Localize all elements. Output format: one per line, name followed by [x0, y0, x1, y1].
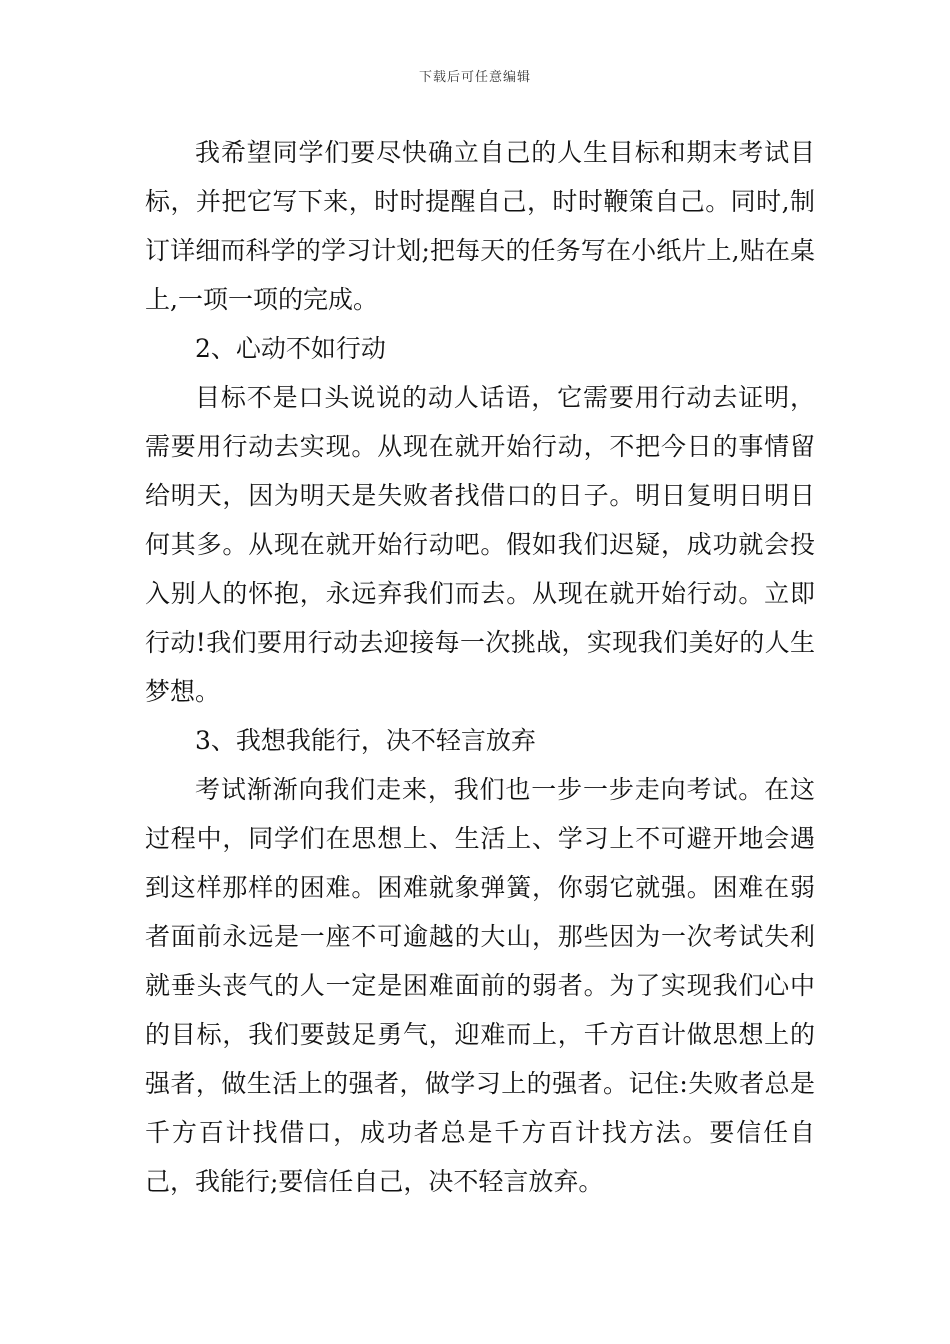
paragraph-confidence: 考试渐渐向我们走来，我们也一步一步走向考试。在这过程中，同学们在思想上、生活上、学习上不可避开地会遇到这样那样的困难。困难就象弹簧，你弱它就强。困难在弱者面前永远是一座不可逾越的大山，那些因为一次考试失利就垂头丧气的人一定是困难面前的弱者。为了实现我们心中的目标，我们要鼓足勇气，迎难而上，千方百计做思想上的强者，做生活上的强者，做学习上的强者。记住:失败者总是千方百计找借口，成功者总是千方百计找方法。要信任自己，我能行;要信任自己，决不轻言放弃。: [145, 775, 815, 1196]
header-note: 下载后可任意编辑: [418, 70, 531, 85]
document-body: [145, 128, 815, 1206]
paragraph-goals: 我希望同学们要尽快确立自己的人生目标和期末考试目标，并把它写下来，时时提醒自己，时时鞭策自己。同时,制订详细而科学的学习计划;把每天的任务写在小纸片上,贴在桌上,一项一项的完成。: [145, 138, 815, 314]
section-heading-2: 2、心动不如行动: [195, 334, 386, 363]
section-heading-3: 3、我想我能行，决不轻言放弃: [195, 726, 536, 755]
paragraph-action: 目标不是口头说说的动人话语，它需要用行动去证明，需要用行动去实现。从现在就开始行动，不把今日的事情留给明天，因为明天是失败者找借口的日子。明日复明日明日何其多。从现在就开始行动吧。假如我们迟疑，成功就会投入别人的怀抱，永远弃我们而去。从现在就开始行动。立即行动!我们要用行动去迎接每一次挑战，实现我们美好的人生梦想。: [145, 383, 815, 706]
